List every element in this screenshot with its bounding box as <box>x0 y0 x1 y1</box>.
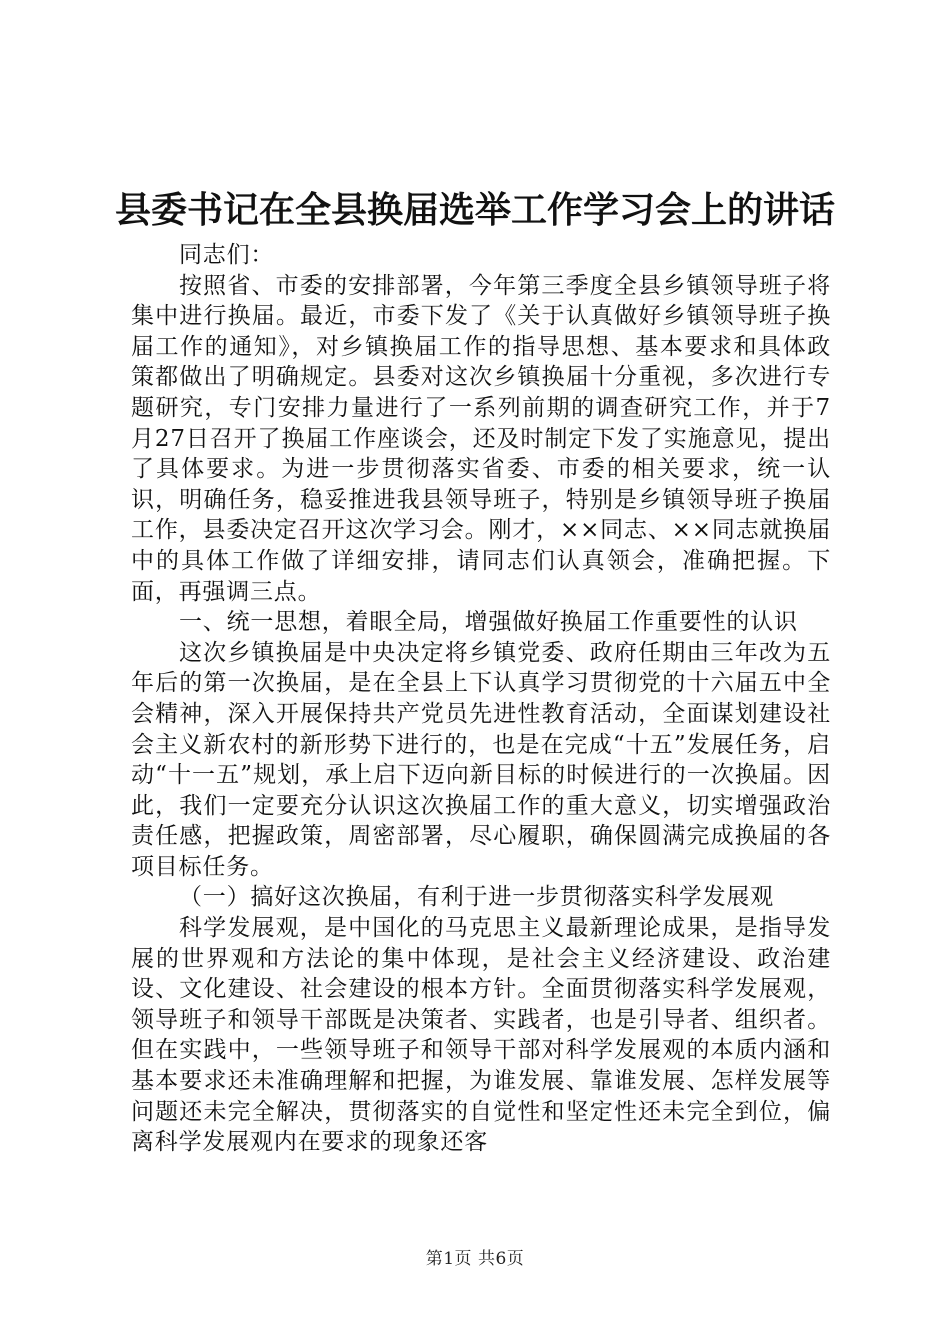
page-number-footer: 第1页 共6页 <box>425 1249 525 1269</box>
section-heading-1: 一、统一思想，着眼全局，增强做好换届工作重要性的认识 <box>179 609 798 636</box>
salutation-paragraph: 同志们： <box>179 242 275 268</box>
subsection-1-paragraph: 科学发展观，是中国化的马克思主义最新理论成果，是指导发展的世界观和方法论的集中体现，是社会主义经济建设、政治建设、文化建设、社会建设的根本方针。全面贯彻落实科学发展观，领导班子和领导干部既是决策者、实践者，也是引导者、组织者。但在实践中，一些领导班子和领导干部对科学发展观的本质内涵和基本要求还未准确理解和把握，为谁发展、靠谁发展、怎样发展等问题还未完全解决，贯彻落实的自觉性和坚定性还未完全到位，偏离科学发展观内在要求的现象还客 <box>131 915 831 1156</box>
subsection-heading-1: （一）搞好这次换届，有利于进一步贯彻落实科学发展观 <box>179 884 774 911</box>
intro-paragraph: 按照省、市委的安排部署，今年第三季度全县乡镇领导班子将集中进行换届。最近，市委下发了《关于认真做好乡镇领导班子换届工作的通知》，对乡镇换届工作的指导思想、基本要求和具体政策都做出了明确规定。县委对这次乡镇换届十分重视，多次进行专题研究，专门安排力量进行了一系列前期的调查研究工作，并于7月27日召开了换届工作座谈会，还及时制定下发了实施意见，提出了具体要求。为进一步贯彻落实省委、市委的相关要求，统一认识，明确任务，稳妥推进我县领导班子，特别是乡镇领导班子换届工作，县委决定召开这次学习会。刚才，××同志、××同志就换届中的具体工作做了详细安排，请同志们认真领会，准确把握。下面，再强调三点。 <box>131 272 831 605</box>
document-body <box>131 240 831 1158</box>
section-1-paragraph: 这次乡镇换届是中央决定将乡镇党委、政府任期由三年改为五年后的第一次换届，是在全县上下认真学习贯彻党的十六届五中全会精神，深入开展保持共产党员先进性教育活动，全面谋划建设社会主义新农村的新形势下进行的，也是在完成“十五”发展任务，启动“十一五”规划，承上启下迈向新目标的时候进行的一次换届。因此，我们一定要充分认识这次换届工作的重大意义，切实增强政治责任感，把握政策，周密部署，尽心履职，确保圆满完成换届的各项目标任务。 <box>131 639 831 880</box>
document-title: 县委书记在全县换届选举工作学习会上的讲话 <box>114 189 835 231</box>
